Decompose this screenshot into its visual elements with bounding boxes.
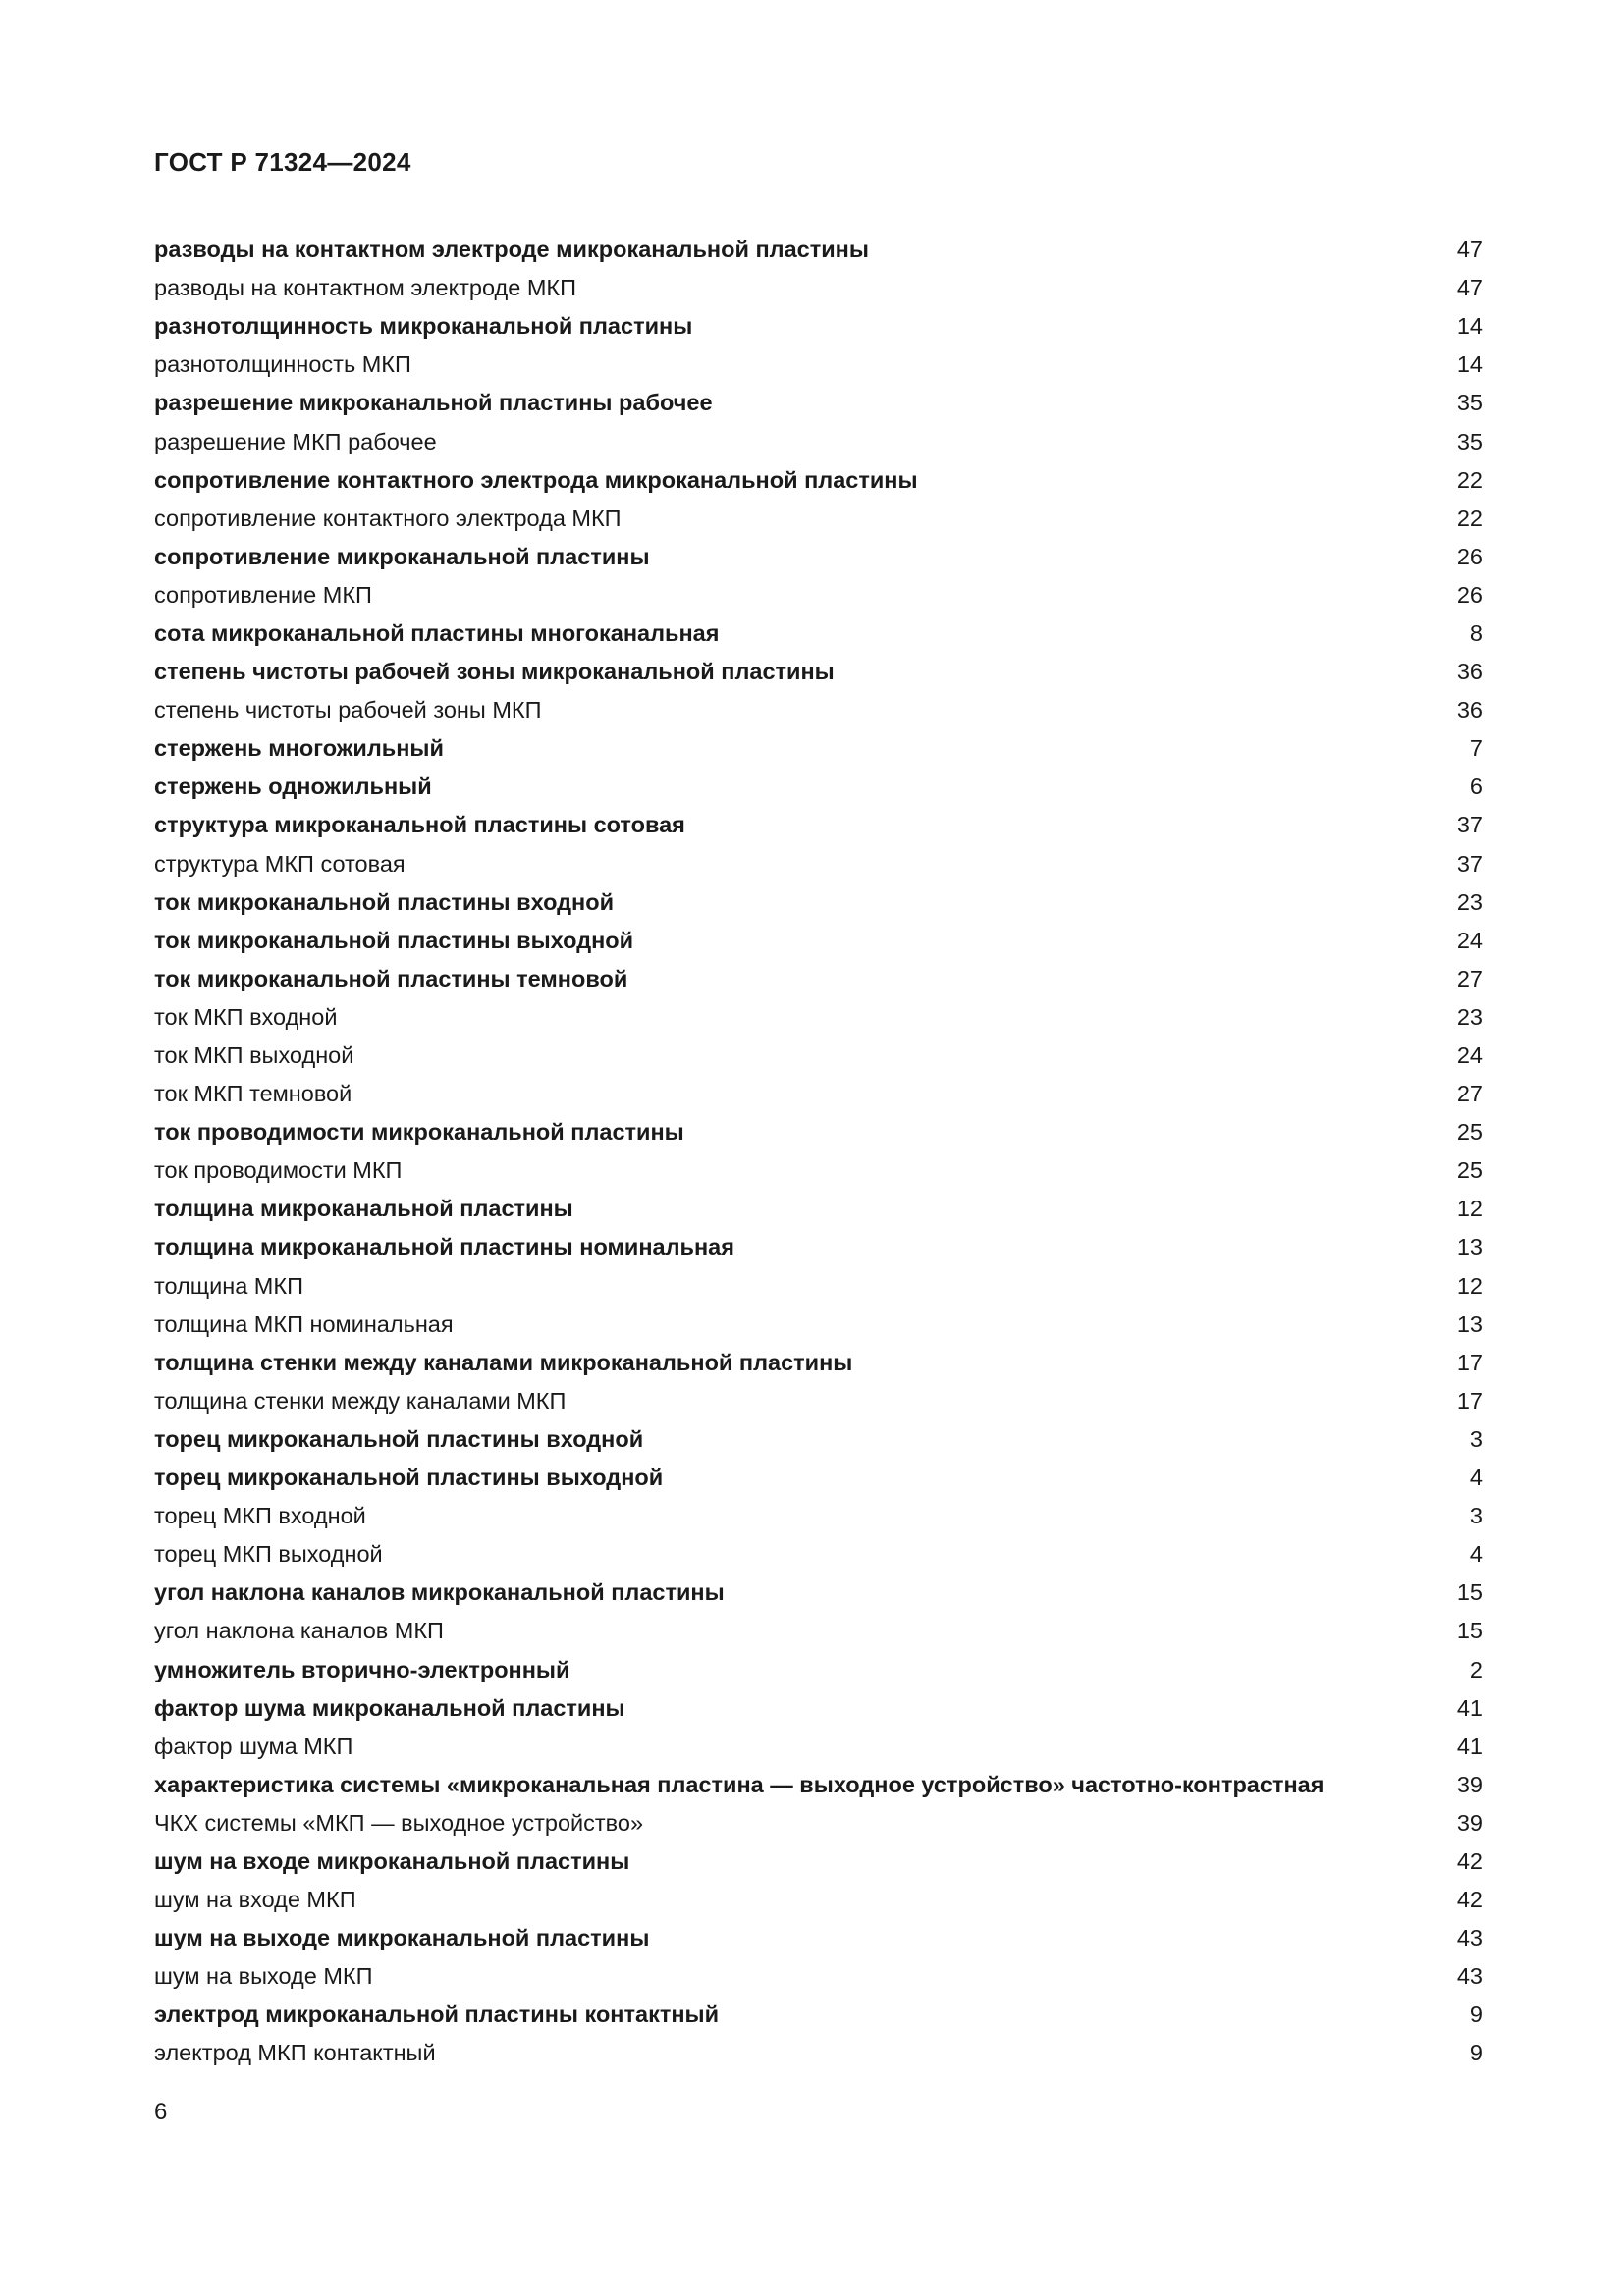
index-page-ref: 4: [1469, 1465, 1483, 1491]
index-term: торец МКП входной: [154, 1503, 366, 1529]
index-term: фактор шума микроканальной пластины: [154, 1694, 625, 1721]
index-page-ref: 9: [1469, 2002, 1483, 2028]
index-page-ref: 23: [1456, 888, 1483, 915]
index-page-ref: 12: [1456, 1196, 1483, 1222]
index-page-ref: 15: [1456, 1579, 1483, 1606]
index-entry: [154, 1344, 1483, 1382]
index-entry: [154, 729, 1483, 768]
index-term: торец микроканальной пластины входной: [154, 1425, 644, 1452]
index-entry: [154, 883, 1483, 922]
index-entry: [154, 1190, 1483, 1228]
index-term: шум на выходе микроканальной пластины: [154, 1925, 650, 1951]
index-page-ref: 41: [1456, 1733, 1483, 1759]
index-page-ref: 14: [1456, 313, 1483, 340]
index-term: характеристика системы «микроканальная пластина — выходное устройство» частотно-контрастная: [154, 1771, 1325, 1797]
index-entry: [154, 653, 1483, 691]
page-number: 6: [154, 2099, 168, 2125]
index-page-ref: 47: [1456, 275, 1483, 301]
index-page-ref: 26: [1456, 543, 1483, 569]
index-entry: [154, 1804, 1483, 1842]
index-entry: [154, 1075, 1483, 1113]
index-page-ref: 7: [1469, 735, 1483, 762]
index-page-ref: 39: [1456, 1771, 1483, 1797]
index-term: разводы на контактном электроде микроканальной пластины: [154, 237, 869, 263]
index-page-ref: 42: [1456, 1887, 1483, 1913]
index-page-ref: 13: [1456, 1234, 1483, 1260]
index-entry: [154, 500, 1483, 538]
index-entry: [154, 1037, 1483, 1075]
index-entry: [154, 231, 1483, 269]
index-entry: [154, 384, 1483, 422]
index-page-ref: 13: [1456, 1310, 1483, 1337]
index-page-ref: 9: [1469, 2040, 1483, 2066]
index-entry: [154, 806, 1483, 844]
index-term: ток микроканальной пластины выходной: [154, 927, 634, 953]
index-entry: [154, 845, 1483, 883]
index-term: ток проводимости микроканальной пластины: [154, 1119, 684, 1146]
index-term: торец МКП выходной: [154, 1541, 383, 1568]
index-entry: [154, 1420, 1483, 1459]
index-page-ref: 47: [1456, 237, 1483, 263]
index-page-ref: 36: [1456, 697, 1483, 723]
index-page-ref: 35: [1456, 390, 1483, 416]
index-term: степень чистоты рабочей зоны микроканальной пластины: [154, 659, 835, 685]
index-term: разнотолщинность МКП: [154, 351, 411, 378]
index-term: ток проводимости МКП: [154, 1157, 403, 1184]
index-term: умножитель вторично-электронный: [154, 1656, 570, 1682]
index-page-ref: 4: [1469, 1541, 1483, 1568]
index-term: ток МКП темновой: [154, 1081, 352, 1107]
index-page-ref: 23: [1456, 1003, 1483, 1030]
index-term: фактор шума МКП: [154, 1733, 353, 1759]
index-entry: [154, 1689, 1483, 1728]
index-page-ref: 25: [1456, 1157, 1483, 1184]
index-term: электрод МКП контактный: [154, 2040, 436, 2066]
index-entry: [154, 346, 1483, 384]
index-entry: [154, 768, 1483, 806]
document-header: ГОСТ Р 71324—2024: [154, 147, 411, 177]
index-page-ref: 26: [1456, 581, 1483, 608]
index-term: ток МКП входной: [154, 1003, 338, 1030]
index-page-ref: 37: [1456, 812, 1483, 838]
index-term: толщина стенки между каналами МКП: [154, 1387, 567, 1414]
index-term: шум на входе МКП: [154, 1887, 356, 1913]
index-term: стержень многожильный: [154, 735, 444, 762]
index-entry: [154, 614, 1483, 653]
index-page-ref: 3: [1469, 1503, 1483, 1529]
index-term: сопротивление микроканальной пластины: [154, 543, 650, 569]
index-entry: [154, 1459, 1483, 1497]
index-entry: [154, 1612, 1483, 1650]
index-page-ref: 6: [1469, 774, 1483, 800]
index-term: толщина МКП номинальная: [154, 1310, 454, 1337]
index-page-ref: 12: [1456, 1272, 1483, 1299]
index-page-ref: 15: [1456, 1618, 1483, 1644]
index-page-ref: 24: [1456, 927, 1483, 953]
index-page-ref: 43: [1456, 1963, 1483, 1990]
index-entry: [154, 576, 1483, 614]
index-page-ref: 43: [1456, 1925, 1483, 1951]
index-term: ток МКП выходной: [154, 1042, 354, 1069]
index-entry: [154, 1650, 1483, 1688]
index-term: угол наклона каналов МКП: [154, 1618, 444, 1644]
index-entry: [154, 1382, 1483, 1420]
index-page-ref: 37: [1456, 850, 1483, 877]
index-entry: [154, 307, 1483, 346]
index-term: торец микроканальной пластины выходной: [154, 1465, 664, 1491]
index-term: электрод микроканальной пластины контактный: [154, 2002, 720, 2028]
index-page-ref: 8: [1469, 619, 1483, 646]
index-term: ЧКХ системы «МКП — выходное устройство»: [154, 1809, 644, 1836]
index-entry: [154, 1842, 1483, 1881]
index-entry: [154, 1574, 1483, 1612]
index-entry: [154, 422, 1483, 460]
index-entry: [154, 922, 1483, 960]
index-entry: [154, 2034, 1483, 2072]
index-term: шум на выходе МКП: [154, 1963, 373, 1990]
index-term: сопротивление МКП: [154, 581, 372, 608]
index-entry: [154, 1151, 1483, 1190]
index-entry: [154, 1919, 1483, 1957]
index-page-ref: 2: [1469, 1656, 1483, 1682]
index-entry: [154, 269, 1483, 307]
index-entry: [154, 1881, 1483, 1919]
index-page-ref: 24: [1456, 1042, 1483, 1069]
index-entry: [154, 1996, 1483, 2034]
index-entry: [154, 1535, 1483, 1574]
index-entry: [154, 1728, 1483, 1766]
index-term: стержень одножильный: [154, 774, 432, 800]
index-term: разрешение МКП рабочее: [154, 428, 437, 454]
index-page-ref: 27: [1456, 965, 1483, 991]
index-entry: [154, 538, 1483, 576]
index-term: структура микроканальной пластины сотовая: [154, 812, 685, 838]
index-term: толщина МКП: [154, 1272, 303, 1299]
index-term: толщина микроканальной пластины: [154, 1196, 573, 1222]
index-entry: [154, 998, 1483, 1037]
index-page-ref: 42: [1456, 1847, 1483, 1874]
index-entry: [154, 1957, 1483, 1996]
index-page-ref: 3: [1469, 1425, 1483, 1452]
index-term: ток микроканальной пластины темновой: [154, 965, 628, 991]
index-term: шум на входе микроканальной пластины: [154, 1847, 630, 1874]
index-page-ref: 35: [1456, 428, 1483, 454]
index-page-ref: 22: [1456, 466, 1483, 493]
index-entry: [154, 1228, 1483, 1266]
index-page-ref: 17: [1456, 1387, 1483, 1414]
index-term: толщина микроканальной пластины номинальная: [154, 1234, 734, 1260]
index-term: толщина стенки между каналами микроканальной пластины: [154, 1349, 853, 1375]
index-entry: [154, 1497, 1483, 1535]
index-entry: [154, 1267, 1483, 1306]
index-page-ref: 27: [1456, 1081, 1483, 1107]
index-term: сопротивление контактного электрода микроканальной пластины: [154, 466, 918, 493]
index-page-ref: 14: [1456, 351, 1483, 378]
index-page-ref: 41: [1456, 1694, 1483, 1721]
index-entry: [154, 1766, 1483, 1804]
index-page-ref: 36: [1456, 659, 1483, 685]
index-list: [154, 231, 1483, 2073]
index-term: степень чистоты рабочей зоны МКП: [154, 697, 542, 723]
index-term: разрешение микроканальной пластины рабочее: [154, 390, 713, 416]
index-term: сота микроканальной пластины многоканальная: [154, 619, 720, 646]
index-term: разводы на контактном электроде МКП: [154, 275, 576, 301]
index-entry: [154, 461, 1483, 500]
index-page-ref: 25: [1456, 1119, 1483, 1146]
index-entry: [154, 1113, 1483, 1151]
index-page-ref: 17: [1456, 1349, 1483, 1375]
index-term: сопротивление контактного электрода МКП: [154, 505, 622, 531]
index-term: угол наклона каналов микроканальной пластины: [154, 1579, 725, 1606]
index-entry: [154, 1306, 1483, 1344]
index-page-ref: 39: [1456, 1809, 1483, 1836]
index-term: структура МКП сотовая: [154, 850, 406, 877]
index-entry: [154, 691, 1483, 729]
index-page-ref: 22: [1456, 505, 1483, 531]
index-term: ток микроканальной пластины входной: [154, 888, 615, 915]
index-entry: [154, 960, 1483, 998]
index-term: разнотолщинность микроканальной пластины: [154, 313, 693, 340]
